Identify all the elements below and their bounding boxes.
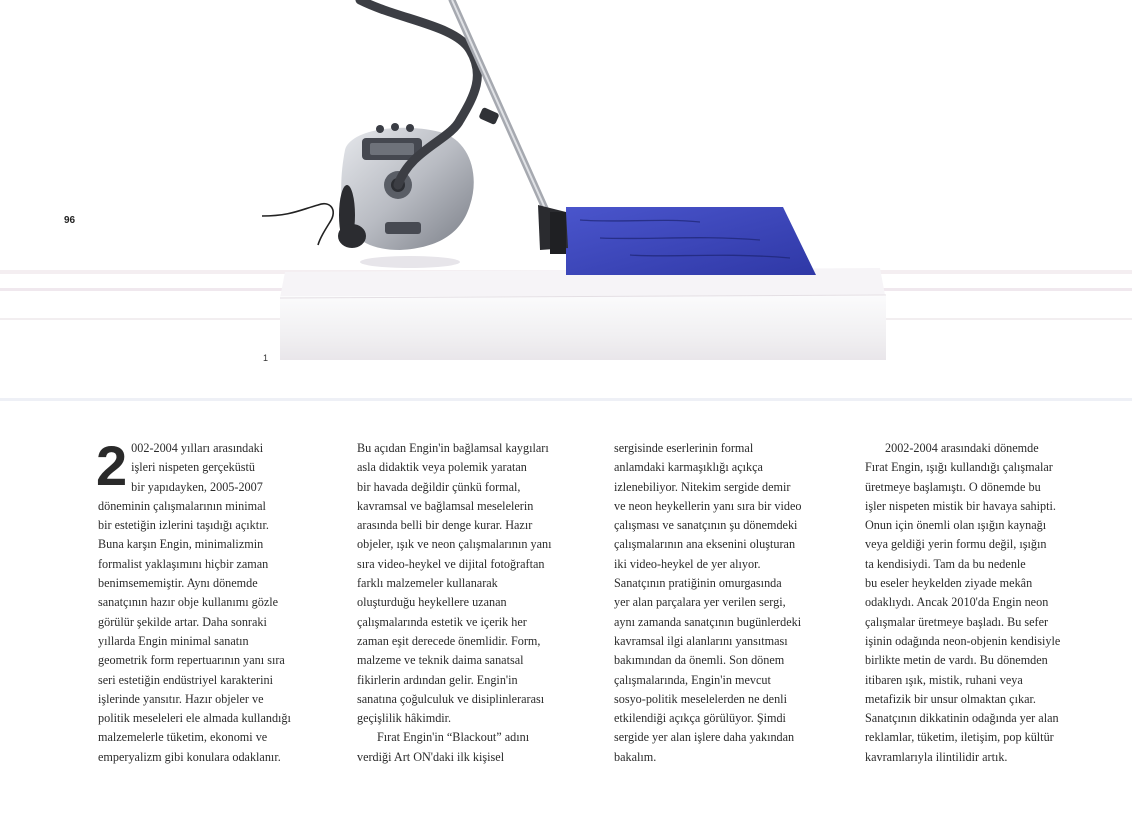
paragraph (865, 439, 1105, 767)
text-line: bir havada değildir çünkü formal, (357, 479, 521, 494)
vacuum-cleaner (338, 123, 474, 268)
text-line: işler nispeten mistik bir havaya sahipti. (865, 498, 1056, 513)
text-line: döneminin çalışmalarının minimal (98, 498, 266, 513)
text-line: Fırat Engin, ışığı kullandığı çalışmalar (865, 460, 1053, 475)
paragraph (614, 439, 854, 767)
text-line: Sanatçının pratiğinin omurgasında (614, 576, 782, 591)
text-line: bakalım. (614, 749, 657, 764)
text-line: birlikte metin de vardı. Bu dönemden (865, 653, 1048, 668)
text-line: sosyo-politik meselelerden ne denli (614, 691, 787, 706)
text-line: arasında belli bir denge kurar. Hazır (357, 518, 533, 533)
text-line: çalışması ve sanatçının şu dönemdeki (614, 518, 798, 533)
vacuum-wand (452, 0, 568, 254)
text-line: malzemelerle tüketim, ekonomi ve (98, 730, 268, 745)
text-line: Bu açıdan Engin'in bağlamsal kaygıları (357, 441, 549, 455)
text-line: veya geldiği yerin formu değil, ışığın (865, 537, 1047, 552)
page-number: 96 (64, 215, 76, 226)
text-line: bir estetiğin izlerini taşıdığı açıktır. (98, 518, 269, 533)
text-line: ta kendisiydi. Tam da bu nedenle (865, 556, 1026, 571)
text-line: bakımından da önemli. Son dönem (614, 653, 785, 668)
paragraph (357, 439, 597, 728)
text-line: işinin odağında neon-objenin kendisiyle (865, 633, 1061, 648)
blue-screen (566, 207, 816, 275)
text-line: bu eseler heykelden ziyade mekân (865, 576, 1033, 591)
text-line: bir yapıdayken, 2005-2007 (131, 479, 263, 494)
text-line: yıllarda Engin minimal sanatın (98, 633, 249, 648)
text-line: farklı malzemeler kullanarak (357, 576, 498, 591)
text-line: emperyalizm gibi konulara odaklanır. (98, 749, 281, 764)
text-line: Buna karşın Engin, minimalizmin (98, 537, 264, 552)
text-line: çalışmalarının ana eksenini oluşturan (614, 537, 796, 552)
paragraph (96, 434, 338, 767)
text-line: sergide yer alan işlere daha yakından (614, 730, 795, 745)
text-line: metafizik bir unsur olmaktan çıkar. (865, 691, 1036, 706)
text-line: Onun için önemli olan ışığın kaynağı (865, 518, 1047, 533)
text-line: geçişlilik hâkimdir. (357, 711, 452, 726)
text-column-1 (96, 434, 338, 767)
text-line: izlenebiliyor. Nitekim sergide demir (614, 479, 791, 494)
text-line: sanatçının hazır obje kullanımı gözle (98, 595, 279, 610)
text-line: zaman eşit derecede önemlidir. Form, (357, 633, 541, 648)
text-line: üretmeye başlamıştı. O dönemde bu (865, 479, 1041, 494)
text-column-4 (865, 439, 1105, 767)
text-line: Fırat Engin'in “Blackout” adını (377, 730, 530, 745)
text-column-2 (357, 439, 597, 767)
text-line: sergisinde eserlerinin formal (614, 441, 754, 455)
text-line: benimsememiştir. Aynı dönemde (98, 576, 258, 591)
text-line: anlamdaki karmaşıklığı açıkça (614, 460, 763, 475)
artwork-photo (0, 0, 1132, 410)
text-line: seri estetiğin endüstriyel karakterini (98, 672, 273, 687)
text-line: ve neon heykellerin yanı sıra bir video (614, 498, 802, 513)
drop-cap: 2 (96, 434, 128, 497)
text-line: çalışmalarında, Engin'in mevcut (614, 672, 771, 687)
text-line: fikirlerin ardından gelir. Engin'in (357, 672, 518, 687)
text-column-3 (614, 439, 854, 767)
text-line: işlerinde yansıtır. Hazır objeler ve (98, 691, 264, 706)
text-line: malzeme ve teknik daima sanatsal (357, 653, 524, 668)
text-line: kavramsal ilgi alanlarını yansıtması (614, 633, 788, 648)
text-line: oluşturduğu heykellere uzanan (357, 595, 507, 610)
text-line: görülür şekilde artar. Daha sonraki (98, 614, 267, 629)
text-line: asla didaktik veya polemik yaratan (357, 460, 527, 475)
text-line: sıra video-heykel ve dijital fotoğraftan (357, 556, 545, 571)
text-line: reklamlar, tüketim, iletişim, pop kültür (865, 730, 1054, 745)
text-line: verdiği Art ON'daki ilk kişisel (357, 749, 505, 764)
text-line: işleri nispeten gerçeküstü (131, 460, 256, 475)
text-line: odaklıydı. Ancak 2010'da Engin neon (865, 595, 1049, 610)
power-cable (262, 204, 333, 245)
text-line: formalist yaklaşımını hiçbir zaman (98, 556, 269, 571)
text-line: çalışmalarında estetik ve içerik her (357, 614, 527, 629)
text-line: politik meseleleri ele almada kullandığı (98, 711, 291, 726)
text-line: 2002-2004 arasındaki dönemde (885, 441, 1039, 455)
text-line: kavramlarıyla ilintilidir artık. (865, 749, 1008, 764)
text-line: Sanatçının dikkatinin odağında yer alan (865, 711, 1059, 726)
plinth (280, 268, 886, 360)
text-line: etkilendiği açıkça görülüyor. Şimdi (614, 711, 786, 726)
text-line: kavramsal ve bağlamsal meselelerin (357, 498, 534, 513)
text-line: çalışmalar üretmeye başladı. Bu sefer (865, 614, 1049, 629)
text-line: objeler, ışık ve neon çalışmalarının yanı (357, 537, 552, 552)
text-line: yer alan parçalara yer verilen sergi, (614, 595, 786, 610)
figure-number: 1 (263, 353, 269, 363)
text-line: aynı zamanda sanatçının bugünlerdeki (614, 614, 802, 629)
paragraph (357, 728, 597, 767)
text-line: sanatına çoğulculuk ve disiplinlerarası (357, 691, 545, 706)
text-line: 002-2004 yılları arasındaki (131, 441, 264, 455)
text-line: geometrik form repertuarının yanı sıra (98, 653, 285, 668)
text-line: itibaren ışık, mistik, ruhani veya (865, 672, 1023, 687)
text-line: iki video-heykel de yer alıyor. (614, 556, 761, 571)
